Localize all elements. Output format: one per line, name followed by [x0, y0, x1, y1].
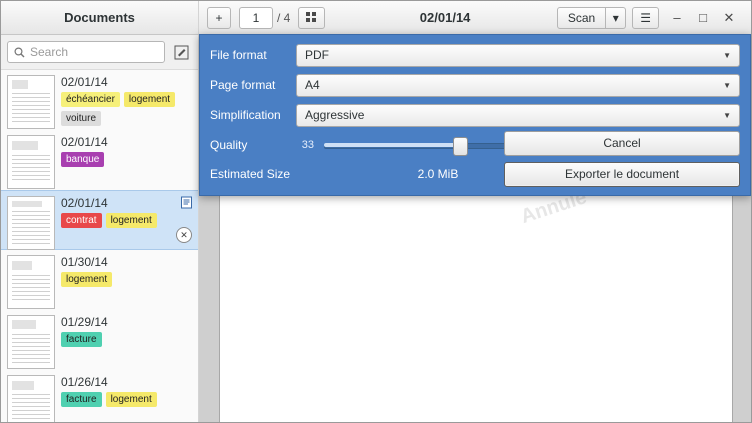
chevron-down-icon: ▼ [723, 50, 731, 60]
slider-fill [324, 143, 457, 147]
document-list[interactable] [1, 70, 198, 423]
list-item[interactable] [1, 130, 198, 190]
label-badge[interactable]: banque [61, 152, 104, 167]
cancel-button[interactable]: Cancel [504, 131, 740, 156]
document-date: 01/26/14 [61, 375, 108, 389]
simplification-select[interactable] [296, 104, 740, 127]
document-thumbnail [7, 75, 55, 129]
search-icon [14, 47, 25, 58]
close-icon[interactable]: ✕ [176, 227, 192, 243]
file-format-value: PDF [305, 48, 329, 62]
edit-icon-svg [174, 45, 189, 60]
page-navigator [239, 7, 290, 29]
page-format-row [210, 73, 740, 97]
document-labels [61, 332, 192, 347]
list-item[interactable] [1, 310, 198, 370]
document-labels [61, 92, 192, 126]
window-controls [665, 10, 745, 26]
document-date: 01/30/14 [61, 255, 108, 269]
edit-icon[interactable] [170, 41, 192, 63]
label-badge[interactable]: logement [61, 272, 112, 287]
document-date: 01/29/14 [61, 315, 108, 329]
titlebar-left-section [1, 1, 199, 34]
label-badge[interactable]: facture [61, 392, 102, 407]
document-thumbnail [7, 375, 55, 423]
document-info [61, 75, 192, 125]
label-badge[interactable]: logement [106, 392, 157, 407]
document-info [61, 255, 192, 305]
page-format-select[interactable] [296, 74, 740, 97]
dialog-buttons [504, 131, 740, 187]
print-icon-svg [180, 196, 193, 209]
document-info [61, 375, 192, 423]
add-document-button[interactable]: + [207, 7, 231, 29]
document-thumbnail [7, 255, 55, 309]
document-thumbnail [7, 315, 55, 369]
minimize-icon[interactable]: – [673, 10, 681, 25]
list-item[interactable] [1, 250, 198, 310]
label-badge[interactable]: logement [106, 213, 157, 228]
file-format-select[interactable] [296, 44, 740, 67]
page-number-input[interactable]: 1 [239, 7, 273, 29]
document-thumbnail [7, 196, 55, 250]
file-format-row [210, 43, 740, 67]
chevron-down-icon: ▼ [723, 110, 731, 120]
quality-value: 33 [301, 139, 314, 151]
label-badge[interactable]: logement [124, 92, 175, 107]
label-badge[interactable]: contrat [61, 213, 102, 228]
export-dialog [199, 34, 751, 196]
estimated-size-label: Estimated Size [210, 167, 291, 181]
document-actions [180, 196, 193, 212]
grid-view-icon[interactable] [298, 7, 325, 29]
quality-label: Quality [210, 138, 248, 152]
maximize-icon[interactable]: □ [699, 10, 707, 25]
list-item-selected[interactable] [1, 190, 198, 250]
page-format-value: A4 [305, 78, 320, 92]
titlebar-right-section [557, 7, 751, 29]
document-date: 02/01/14 [61, 135, 108, 149]
simplification-row [210, 103, 740, 127]
scan-button-group [557, 7, 626, 29]
search-row [1, 35, 198, 70]
simplification-value: Aggressive [305, 108, 365, 122]
document-labels [61, 213, 192, 228]
grid-view-icon-svg [306, 12, 317, 23]
titlebar-toolbar [199, 1, 333, 34]
document-labels [61, 392, 192, 407]
search-input[interactable] [7, 41, 165, 63]
document-labels [61, 272, 192, 287]
label-badge[interactable]: voiture [61, 111, 101, 126]
document-info [61, 135, 192, 185]
document-date: 02/01/14 [61, 75, 108, 89]
document-info [61, 315, 192, 365]
document-thumbnail [7, 135, 55, 189]
list-item[interactable] [1, 70, 198, 130]
label-badge[interactable]: échéancier [61, 92, 120, 107]
scan-button[interactable]: Scan [557, 7, 606, 29]
title-bar [1, 1, 751, 35]
estimated-size-value: 2.0 MiB [417, 167, 459, 181]
export-document-button[interactable]: Exporter le document [504, 162, 740, 187]
sidebar [1, 35, 199, 423]
menu-icon[interactable]: ☰ [632, 7, 659, 29]
search-placeholder: Search [30, 45, 69, 59]
print-icon[interactable] [180, 196, 193, 212]
file-format-label: File format [210, 48, 267, 62]
page-format-label: Page format [210, 78, 276, 92]
document-labels [61, 152, 192, 167]
document-date-title: 02/01/14 [419, 10, 471, 25]
document-date: 02/01/14 [61, 196, 108, 210]
simplification-label: Simplification [210, 108, 281, 122]
close-icon[interactable]: ✕ [723, 9, 735, 25]
page-watermark: Annulé [518, 186, 590, 228]
chevron-down-icon: ▼ [723, 80, 731, 90]
document-info [61, 196, 192, 244]
list-item[interactable] [1, 370, 198, 423]
page-total-label: / 4 [277, 10, 291, 25]
scan-dropdown-arrow-icon[interactable]: ▾ [606, 7, 626, 29]
app-title: Documents [64, 10, 135, 25]
label-badge[interactable]: facture [61, 332, 102, 347]
slider-handle[interactable] [453, 137, 468, 156]
